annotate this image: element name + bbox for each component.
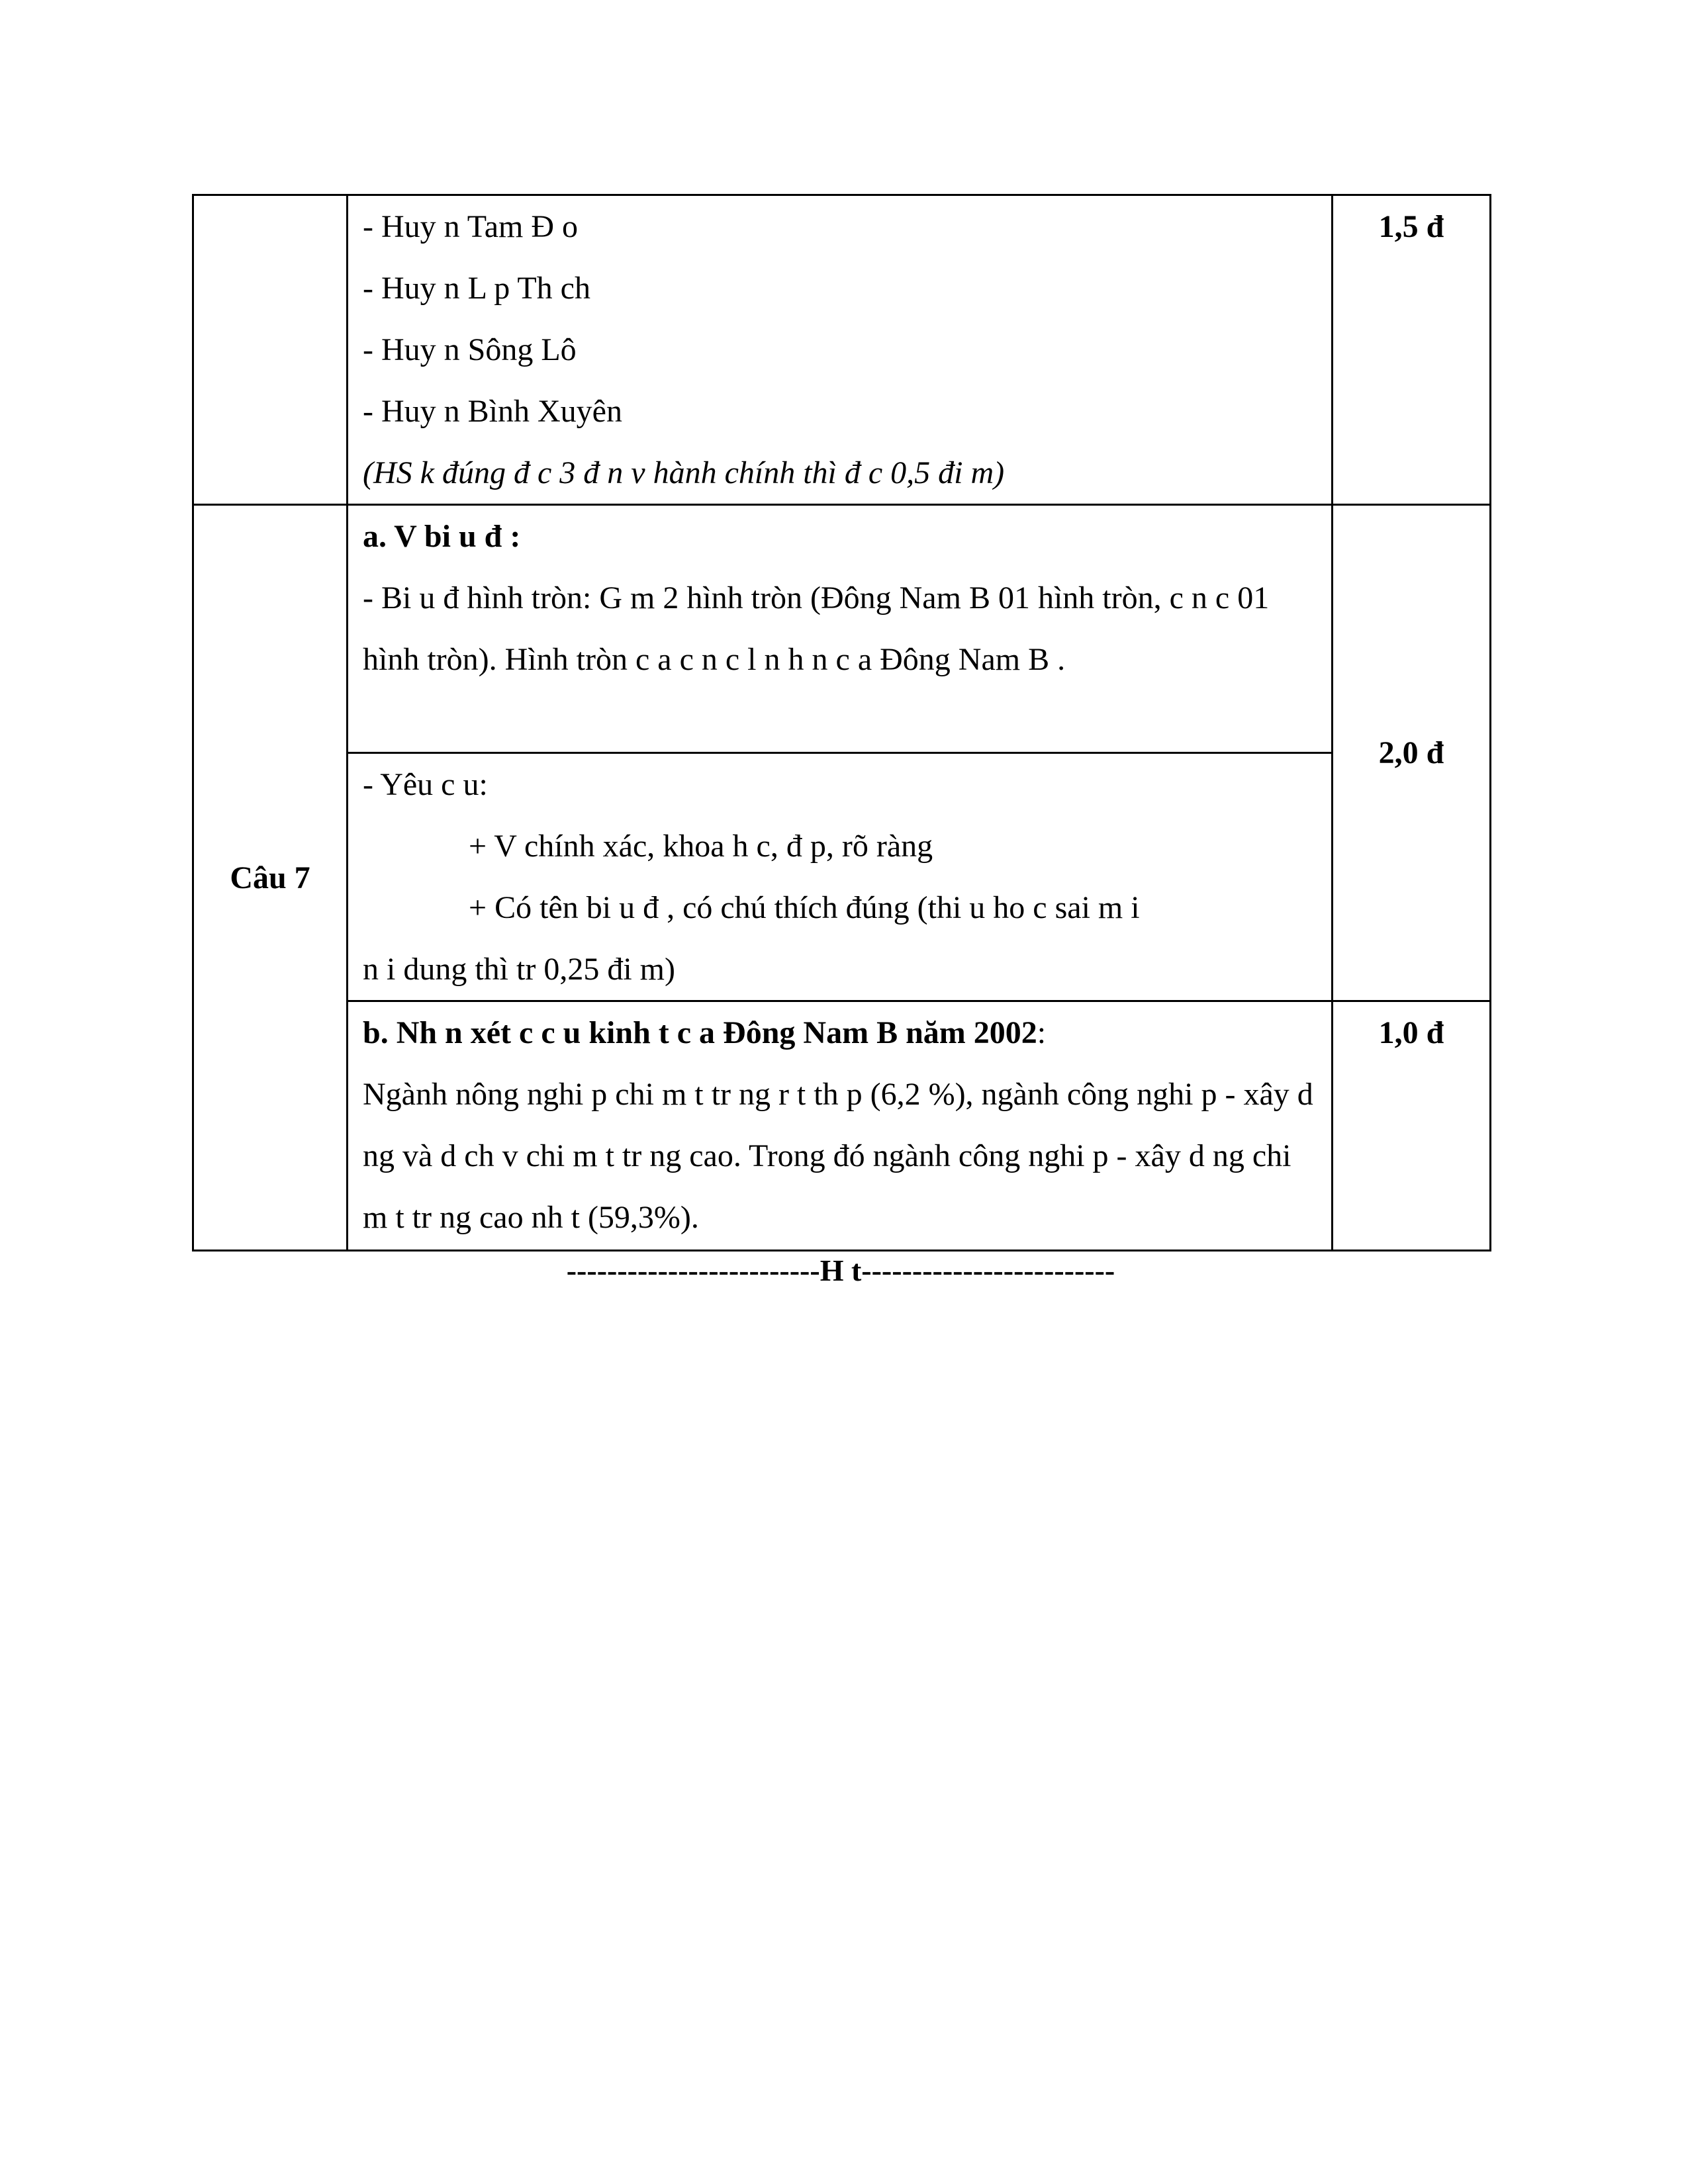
end-marker: -------------------------H t-------------------------	[566, 1253, 1115, 1287]
part-b-text: Ngành nông nghi p chi m t tr ng r t th p (6,2 %), ngành công nghi p - xây d ng và d ch v chi m t tr ng cao. Trong đó ngành công nghi p - xây d ng chi m t tr ng cao nh t (59,3%).	[363, 1077, 1313, 1235]
district-item: - Huy n L p Th ch	[363, 271, 590, 306]
district-item: - Huy n Sông Lô	[363, 332, 577, 367]
requirement-item: + Có tên bi u đ , có chú thích đúng (thi u ho c sai m i	[469, 890, 1140, 925]
question-cell-empty	[193, 195, 348, 505]
part-a-cell	[348, 505, 1333, 753]
question-label: Câu 7	[193, 505, 348, 1251]
requirement-item: + V chính xác, khoa h c, đ p, rõ ràng	[469, 829, 933, 864]
answer-table	[192, 194, 1491, 1251]
score-cell: 2,0 đ	[1333, 505, 1491, 1001]
table-row	[193, 505, 1491, 753]
part-b-cell	[348, 1001, 1333, 1251]
part-b-heading: b. Nh n xét c c u kinh t c a Đông Nam B năm 2002	[363, 1015, 1037, 1050]
grading-note: (HS k đúng đ c 3 đ n v hành chính thì đ c 0,5 đi m)	[363, 455, 1005, 490]
table-row	[193, 753, 1491, 1001]
table-row	[193, 1001, 1491, 1251]
score-cell: 1,5 đ	[1333, 195, 1491, 505]
requirements-cell	[348, 753, 1333, 1001]
district-item: - Huy n Tam Đ o	[363, 209, 579, 244]
district-item: - Huy n Bình Xuyên	[363, 394, 622, 429]
table-row	[193, 195, 1491, 505]
score-cell: 1,0 đ	[1333, 1001, 1491, 1251]
part-a-heading: a. V bi u đ :	[363, 519, 521, 554]
part-a-text: - Bi u đ hình tròn: G m 2 hình tròn (Đông Nam B 01 hình tròn, c n c 01 hình tròn). Hình tròn c a c n c l n h n c a Đông Nam B .	[363, 580, 1270, 677]
requirements-heading: - Yêu c u:	[363, 767, 488, 802]
requirement-continuation: n i dung thì tr 0,25 đi m)	[363, 952, 675, 987]
district-list-cell	[348, 195, 1333, 505]
part-b-heading-suffix: :	[1037, 1015, 1047, 1050]
part-b-heading-line	[363, 1002, 1319, 1064]
